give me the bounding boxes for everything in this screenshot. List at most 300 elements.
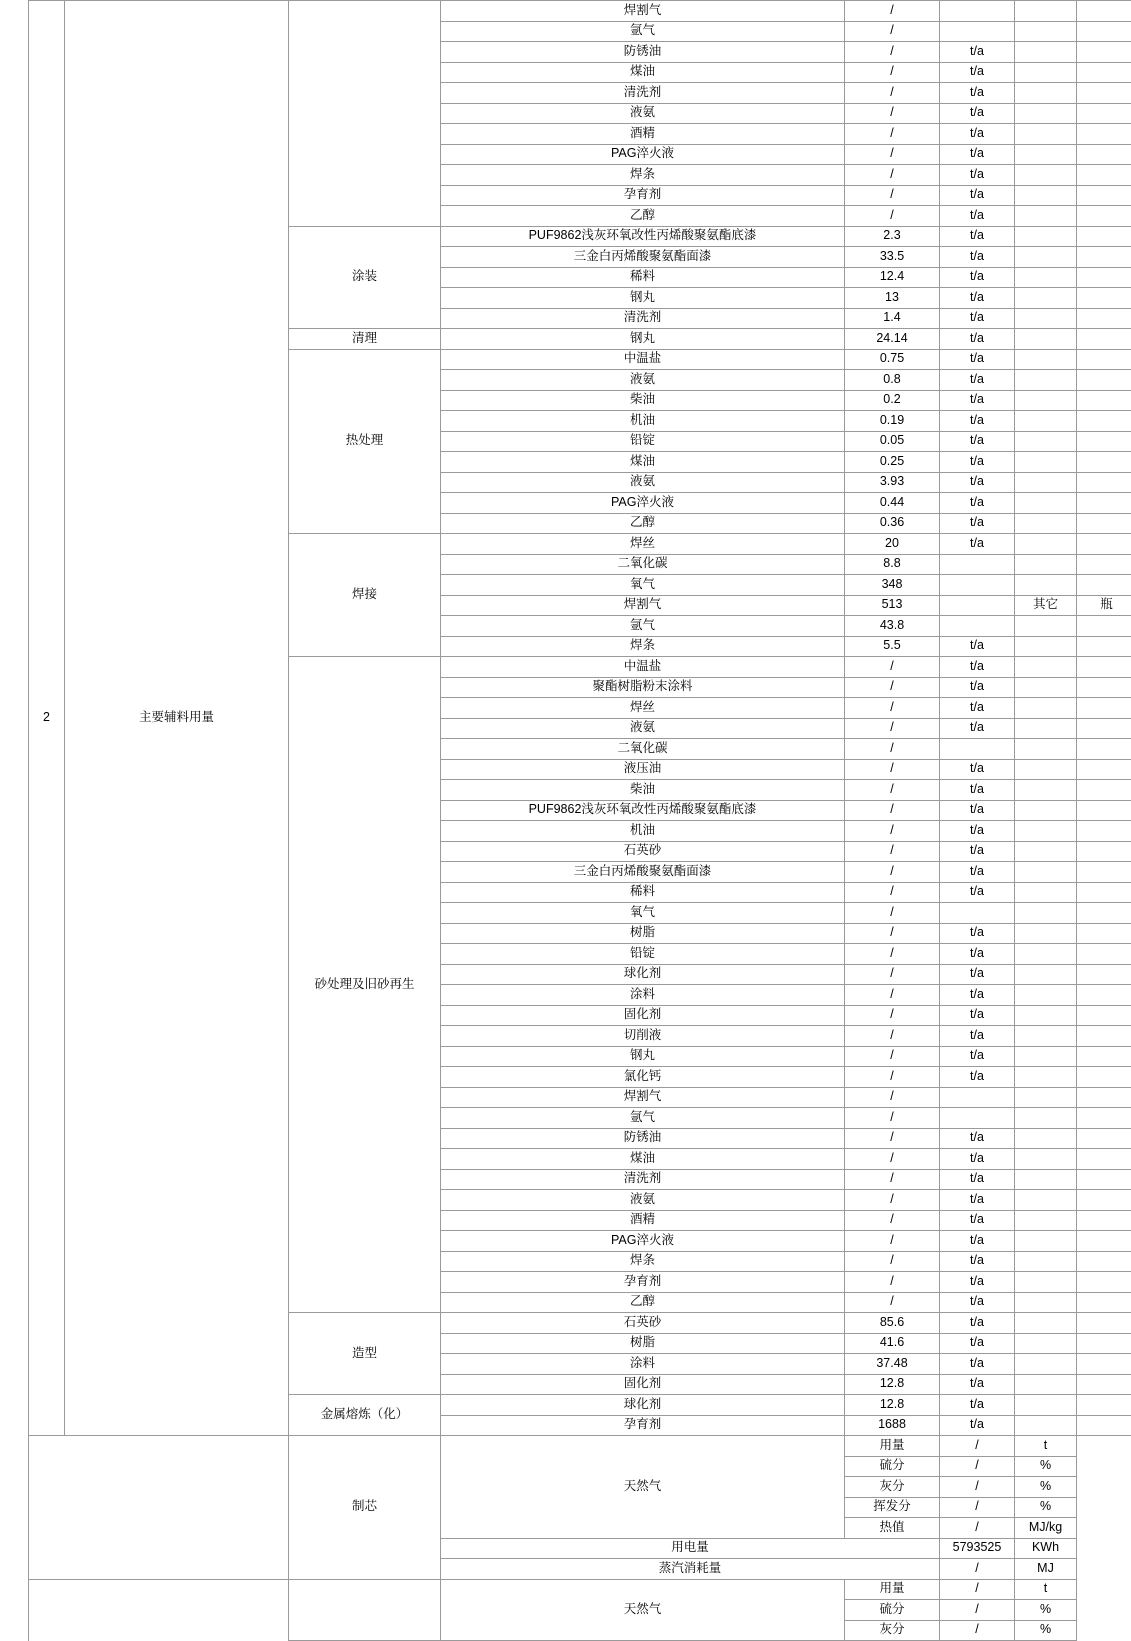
material-extra-cell	[1015, 144, 1077, 165]
material-extra-cell	[1015, 431, 1077, 452]
material-extra-cell	[1015, 944, 1077, 965]
material-name-cell: 氧气	[441, 575, 845, 596]
energy-property-cell: 用量	[845, 1579, 940, 1600]
energy-pad-cell	[1077, 1456, 1131, 1477]
material-value-cell: /	[845, 923, 940, 944]
energy-value-cell: /	[940, 1600, 1015, 1621]
material-unit-cell: t/a	[940, 1190, 1015, 1211]
material-value-cell: /	[845, 103, 940, 124]
material-extra2-cell	[1077, 575, 1131, 596]
material-value-cell: /	[845, 1149, 940, 1170]
material-name-cell: 机油	[441, 821, 845, 842]
material-extra2-cell	[1077, 1087, 1131, 1108]
material-extra2-cell	[1077, 288, 1131, 309]
material-extra-cell: 其它	[1015, 595, 1077, 616]
material-value-cell: /	[845, 1, 940, 22]
material-unit-cell: t/a	[940, 144, 1015, 165]
material-extra-cell	[1015, 1128, 1077, 1149]
material-value-cell: /	[845, 677, 940, 698]
material-extra2-cell	[1077, 657, 1131, 678]
energy-unit-cell: t	[1015, 1436, 1077, 1457]
energy-unit-cell: %	[1015, 1477, 1077, 1498]
energy-pad-cell	[1077, 1600, 1131, 1621]
material-unit-cell: t/a	[940, 636, 1015, 657]
material-extra-cell	[1015, 206, 1077, 227]
material-extra2-cell	[1077, 964, 1131, 985]
material-unit-cell	[940, 1, 1015, 22]
energy-fuel-cell: 天然气	[441, 1579, 845, 1641]
category-cell: 主要辅料用量	[65, 1, 289, 1436]
material-value-cell: 85.6	[845, 1313, 940, 1334]
material-extra2-cell	[1077, 1026, 1131, 1047]
material-name-cell: PAG淬火液	[441, 144, 845, 165]
material-value-cell: /	[845, 1272, 940, 1293]
energy-process-cell: 制芯	[289, 1436, 441, 1580]
material-extra2-cell	[1077, 185, 1131, 206]
material-value-cell: /	[845, 1087, 940, 1108]
material-name-cell: 三金白丙烯酸聚氨酯面漆	[441, 862, 845, 883]
material-extra2-cell	[1077, 226, 1131, 247]
material-unit-cell	[940, 903, 1015, 924]
material-unit-cell: t/a	[940, 165, 1015, 186]
material-value-cell: 3.93	[845, 472, 940, 493]
material-unit-cell: t/a	[940, 124, 1015, 145]
material-unit-cell: t/a	[940, 1374, 1015, 1395]
material-extra2-cell	[1077, 206, 1131, 227]
material-unit-cell: t/a	[940, 780, 1015, 801]
material-extra-cell	[1015, 1108, 1077, 1129]
material-extra2-cell	[1077, 452, 1131, 473]
material-unit-cell: t/a	[940, 1026, 1015, 1047]
material-unit-cell: t/a	[940, 308, 1015, 329]
material-value-cell: 0.8	[845, 370, 940, 391]
material-value-cell: /	[845, 42, 940, 63]
material-extra2-cell	[1077, 718, 1131, 739]
material-value-cell: 41.6	[845, 1333, 940, 1354]
material-extra-cell	[1015, 1046, 1077, 1067]
energy-pad-cell	[1077, 1477, 1131, 1498]
material-value-cell: /	[845, 1067, 940, 1088]
energy-property-cell: 挥发分	[845, 1497, 940, 1518]
material-extra2-cell	[1077, 800, 1131, 821]
material-value-cell: /	[845, 698, 940, 719]
material-extra2-cell	[1077, 780, 1131, 801]
material-name-cell: 固化剂	[441, 1374, 845, 1395]
process-cell: 金属熔炼（化）	[289, 1395, 441, 1436]
material-value-cell: /	[845, 1005, 940, 1026]
material-extra-cell	[1015, 124, 1077, 145]
material-value-cell: /	[845, 206, 940, 227]
material-value-cell: /	[845, 985, 940, 1006]
material-extra-cell	[1015, 288, 1077, 309]
material-name-cell: 孕育剂	[441, 1272, 845, 1293]
material-name-cell: 氩气	[441, 1108, 845, 1129]
material-unit-cell	[940, 616, 1015, 637]
material-extra-cell	[1015, 1251, 1077, 1272]
material-unit-cell: t/a	[940, 42, 1015, 63]
energy-category-spacer	[65, 1579, 289, 1641]
material-extra-cell	[1015, 1313, 1077, 1334]
material-unit-cell	[940, 21, 1015, 42]
material-value-cell: /	[845, 964, 940, 985]
material-extra2-cell	[1077, 759, 1131, 780]
material-value-cell: /	[845, 21, 940, 42]
material-extra2-cell	[1077, 1415, 1131, 1436]
material-value-cell: /	[845, 1026, 940, 1047]
material-unit-cell	[940, 554, 1015, 575]
material-extra-cell	[1015, 1395, 1077, 1416]
energy-value-cell: /	[940, 1456, 1015, 1477]
material-value-cell: 12.8	[845, 1374, 940, 1395]
material-value-cell: /	[845, 1046, 940, 1067]
material-extra-cell	[1015, 698, 1077, 719]
material-extra2-cell	[1077, 1190, 1131, 1211]
material-unit-cell: t/a	[940, 349, 1015, 370]
energy-pad-cell	[1077, 1538, 1131, 1559]
material-value-cell: /	[845, 759, 940, 780]
material-name-cell: 焊条	[441, 636, 845, 657]
material-extra2-cell	[1077, 1251, 1131, 1272]
material-name-cell: 焊丝	[441, 534, 845, 555]
material-extra2-cell	[1077, 862, 1131, 883]
material-extra2-cell	[1077, 1128, 1131, 1149]
material-extra2-cell	[1077, 554, 1131, 575]
energy-property-cell: 蒸汽消耗量	[441, 1559, 940, 1580]
material-name-cell: 乙醇	[441, 1292, 845, 1313]
material-name-cell: 铅锭	[441, 944, 845, 965]
material-value-cell: /	[845, 1292, 940, 1313]
energy-unit-cell: %	[1015, 1497, 1077, 1518]
material-extra-cell	[1015, 349, 1077, 370]
energy-value-cell: /	[940, 1620, 1015, 1641]
material-value-cell: 513	[845, 595, 940, 616]
material-unit-cell: t/a	[940, 1210, 1015, 1231]
material-name-cell: 孕育剂	[441, 185, 845, 206]
material-extra2-cell	[1077, 1067, 1131, 1088]
process-cell	[289, 1, 441, 227]
material-name-cell: PUF9862浅灰环氧改性丙烯酸聚氨酯底漆	[441, 226, 845, 247]
material-extra2-cell	[1077, 698, 1131, 719]
material-extra2-cell	[1077, 1354, 1131, 1375]
material-unit-cell: t/a	[940, 370, 1015, 391]
material-name-cell: 柴油	[441, 390, 845, 411]
material-extra-cell	[1015, 862, 1077, 883]
material-unit-cell: t/a	[940, 288, 1015, 309]
material-extra2-cell	[1077, 1272, 1131, 1293]
material-extra2-cell	[1077, 124, 1131, 145]
material-unit-cell: t/a	[940, 882, 1015, 903]
material-name-cell: 煤油	[441, 452, 845, 473]
energy-unit-cell: t	[1015, 1579, 1077, 1600]
material-extra-cell	[1015, 718, 1077, 739]
material-extra2-cell	[1077, 1108, 1131, 1129]
material-extra-cell	[1015, 780, 1077, 801]
material-extra-cell	[1015, 985, 1077, 1006]
material-name-cell: 酒精	[441, 1210, 845, 1231]
material-value-cell: 0.36	[845, 513, 940, 534]
material-unit-cell: t/a	[940, 821, 1015, 842]
material-name-cell: 液氨	[441, 718, 845, 739]
material-extra-cell	[1015, 739, 1077, 760]
material-unit-cell: t/a	[940, 329, 1015, 350]
material-extra2-cell	[1077, 1169, 1131, 1190]
material-name-cell: 焊丝	[441, 698, 845, 719]
energy-pad-cell	[1077, 1518, 1131, 1539]
material-name-cell: 稀料	[441, 882, 845, 903]
material-name-cell: 酒精	[441, 124, 845, 145]
material-extra-cell	[1015, 841, 1077, 862]
material-extra2-cell	[1077, 42, 1131, 63]
material-unit-cell	[940, 739, 1015, 760]
material-name-cell: 孕育剂	[441, 1415, 845, 1436]
material-extra-cell	[1015, 1272, 1077, 1293]
material-name-cell: 乙醇	[441, 206, 845, 227]
energy-pad-cell	[1077, 1620, 1131, 1641]
material-extra-cell	[1015, 267, 1077, 288]
material-extra-cell	[1015, 411, 1077, 432]
material-value-cell: 12.8	[845, 1395, 940, 1416]
process-cell: 清理	[289, 329, 441, 350]
material-value-cell: 5.5	[845, 636, 940, 657]
material-unit-cell: t/a	[940, 247, 1015, 268]
material-extra2-cell	[1077, 390, 1131, 411]
material-value-cell: /	[845, 841, 940, 862]
energy-process-cell	[289, 1579, 441, 1641]
material-extra-cell	[1015, 472, 1077, 493]
energy-value-cell: /	[940, 1436, 1015, 1457]
material-value-cell: /	[845, 718, 940, 739]
material-name-cell: 焊割气	[441, 1087, 845, 1108]
energy-value-cell: /	[940, 1518, 1015, 1539]
material-extra2-cell	[1077, 329, 1131, 350]
material-value-cell: 12.4	[845, 267, 940, 288]
material-unit-cell: t/a	[940, 657, 1015, 678]
material-extra-cell	[1015, 759, 1077, 780]
material-value-cell: /	[845, 124, 940, 145]
material-extra2-cell	[1077, 1, 1131, 22]
material-unit-cell: t/a	[940, 62, 1015, 83]
material-value-cell: /	[845, 83, 940, 104]
material-extra-cell	[1015, 923, 1077, 944]
material-name-cell: 石英砂	[441, 841, 845, 862]
material-name-cell: 煤油	[441, 1149, 845, 1170]
material-extra-cell	[1015, 329, 1077, 350]
material-name-cell: 液压油	[441, 759, 845, 780]
material-name-cell: 柴油	[441, 780, 845, 801]
energy-value-cell: /	[940, 1579, 1015, 1600]
material-extra-cell	[1015, 493, 1077, 514]
material-value-cell: 0.44	[845, 493, 940, 514]
material-extra2-cell	[1077, 21, 1131, 42]
material-extra2-cell	[1077, 431, 1131, 452]
material-extra2-cell	[1077, 472, 1131, 493]
energy-index-spacer	[29, 1436, 65, 1580]
material-extra-cell	[1015, 103, 1077, 124]
material-name-cell: 氩气	[441, 616, 845, 637]
energy-property-cell: 用电量	[441, 1538, 940, 1559]
material-value-cell: /	[845, 1128, 940, 1149]
material-value-cell: /	[845, 862, 940, 883]
material-name-cell: 固化剂	[441, 1005, 845, 1026]
material-unit-cell	[940, 1087, 1015, 1108]
energy-property-cell: 硫分	[845, 1600, 940, 1621]
material-extra-cell	[1015, 62, 1077, 83]
material-extra2-cell	[1077, 513, 1131, 534]
material-name-cell: 液氨	[441, 1190, 845, 1211]
material-extra2-cell	[1077, 534, 1131, 555]
material-value-cell: /	[845, 944, 940, 965]
material-extra-cell	[1015, 513, 1077, 534]
material-extra2-cell	[1077, 944, 1131, 965]
material-extra2-cell	[1077, 267, 1131, 288]
material-unit-cell: t/a	[940, 452, 1015, 473]
material-name-cell: 清洗剂	[441, 83, 845, 104]
material-extra-cell	[1015, 1374, 1077, 1395]
material-unit-cell: t/a	[940, 923, 1015, 944]
material-unit-cell: t/a	[940, 1395, 1015, 1416]
material-name-cell: 中温盐	[441, 349, 845, 370]
material-unit-cell: t/a	[940, 431, 1015, 452]
material-name-cell: 钢丸	[441, 1046, 845, 1067]
material-unit-cell	[940, 575, 1015, 596]
material-value-cell: 0.19	[845, 411, 940, 432]
material-unit-cell	[940, 595, 1015, 616]
material-extra-cell	[1015, 185, 1077, 206]
material-name-cell: PAG淬火液	[441, 1231, 845, 1252]
material-unit-cell: t/a	[940, 513, 1015, 534]
material-unit-cell: t/a	[940, 83, 1015, 104]
material-value-cell: /	[845, 1169, 940, 1190]
material-extra-cell	[1015, 657, 1077, 678]
material-extra-cell	[1015, 247, 1077, 268]
material-name-cell: 防锈油	[441, 1128, 845, 1149]
material-extra2-cell	[1077, 370, 1131, 391]
material-value-cell: 2.3	[845, 226, 940, 247]
material-extra-cell	[1015, 1, 1077, 22]
material-extra2-cell	[1077, 841, 1131, 862]
material-value-cell: 20	[845, 534, 940, 555]
material-value-cell: /	[845, 903, 940, 924]
material-unit-cell: t/a	[940, 1046, 1015, 1067]
energy-property-cell: 用量	[845, 1436, 940, 1457]
material-unit-cell: t/a	[940, 1251, 1015, 1272]
material-value-cell: /	[845, 1190, 940, 1211]
material-extra-cell	[1015, 390, 1077, 411]
process-cell: 涂装	[289, 226, 441, 329]
material-extra-cell	[1015, 821, 1077, 842]
material-unit-cell: t/a	[940, 1149, 1015, 1170]
material-unit-cell: t/a	[940, 1169, 1015, 1190]
material-name-cell: 清洗剂	[441, 1169, 845, 1190]
material-extra-cell	[1015, 1415, 1077, 1436]
material-name-cell: 氩气	[441, 21, 845, 42]
material-unit-cell: t/a	[940, 390, 1015, 411]
material-name-cell: 煤油	[441, 62, 845, 83]
energy-pad-cell	[1077, 1497, 1131, 1518]
material-unit-cell: t/a	[940, 1415, 1015, 1436]
energy-unit-cell: KWh	[1015, 1538, 1077, 1559]
material-name-cell: 铅锭	[441, 431, 845, 452]
material-name-cell: 三金白丙烯酸聚氨酯面漆	[441, 247, 845, 268]
energy-unit-cell: %	[1015, 1456, 1077, 1477]
material-value-cell: /	[845, 1210, 940, 1231]
material-extra2-cell	[1077, 882, 1131, 903]
material-extra2-cell	[1077, 1210, 1131, 1231]
table-row	[29, 1, 1131, 22]
material-value-cell: 0.25	[845, 452, 940, 473]
energy-category-spacer	[65, 1436, 289, 1580]
material-unit-cell: t/a	[940, 267, 1015, 288]
material-name-cell: 切削液	[441, 1026, 845, 1047]
material-value-cell: /	[845, 882, 940, 903]
material-unit-cell: t/a	[940, 1292, 1015, 1313]
material-extra-cell	[1015, 575, 1077, 596]
materials-table	[28, 0, 1131, 1641]
material-unit-cell: t/a	[940, 862, 1015, 883]
material-unit-cell: t/a	[940, 698, 1015, 719]
material-name-cell: 树脂	[441, 923, 845, 944]
material-value-cell: /	[845, 1251, 940, 1272]
material-extra2-cell	[1077, 677, 1131, 698]
material-name-cell: 球化剂	[441, 1395, 845, 1416]
material-extra2-cell	[1077, 144, 1131, 165]
material-extra-cell	[1015, 165, 1077, 186]
material-extra-cell	[1015, 1067, 1077, 1088]
material-name-cell: 氯化钙	[441, 1067, 845, 1088]
material-extra2-cell	[1077, 83, 1131, 104]
material-unit-cell: t/a	[940, 1005, 1015, 1026]
material-extra-cell	[1015, 882, 1077, 903]
material-name-cell: 二氧化碳	[441, 739, 845, 760]
material-extra-cell	[1015, 1292, 1077, 1313]
material-extra2-cell	[1077, 739, 1131, 760]
material-extra2-cell: 瓶	[1077, 595, 1131, 616]
material-value-cell: 348	[845, 575, 940, 596]
material-extra2-cell	[1077, 923, 1131, 944]
energy-pad-cell	[1077, 1579, 1131, 1600]
material-name-cell: 钢丸	[441, 329, 845, 350]
process-cell: 砂处理及旧砂再生	[289, 657, 441, 1313]
material-extra2-cell	[1077, 308, 1131, 329]
material-value-cell: /	[845, 800, 940, 821]
material-name-cell: 液氨	[441, 103, 845, 124]
material-value-cell: 13	[845, 288, 940, 309]
material-extra-cell	[1015, 1026, 1077, 1047]
material-unit-cell: t/a	[940, 964, 1015, 985]
material-extra-cell	[1015, 1169, 1077, 1190]
material-value-cell: /	[845, 1108, 940, 1129]
material-value-cell: 33.5	[845, 247, 940, 268]
material-value-cell: 0.2	[845, 390, 940, 411]
energy-value-cell: 5793525	[940, 1538, 1015, 1559]
material-extra2-cell	[1077, 1395, 1131, 1416]
material-unit-cell: t/a	[940, 1313, 1015, 1334]
material-extra-cell	[1015, 964, 1077, 985]
material-extra-cell	[1015, 21, 1077, 42]
material-unit-cell: t/a	[940, 1231, 1015, 1252]
material-extra-cell	[1015, 534, 1077, 555]
material-extra2-cell	[1077, 103, 1131, 124]
material-value-cell: /	[845, 739, 940, 760]
material-unit-cell: t/a	[940, 800, 1015, 821]
material-extra2-cell	[1077, 1292, 1131, 1313]
material-extra2-cell	[1077, 1149, 1131, 1170]
material-name-cell: PUF9862浅灰环氧改性丙烯酸聚氨酯底漆	[441, 800, 845, 821]
material-extra2-cell	[1077, 1046, 1131, 1067]
material-name-cell: PAG淬火液	[441, 493, 845, 514]
material-unit-cell: t/a	[940, 1354, 1015, 1375]
energy-value-cell: /	[940, 1559, 1015, 1580]
